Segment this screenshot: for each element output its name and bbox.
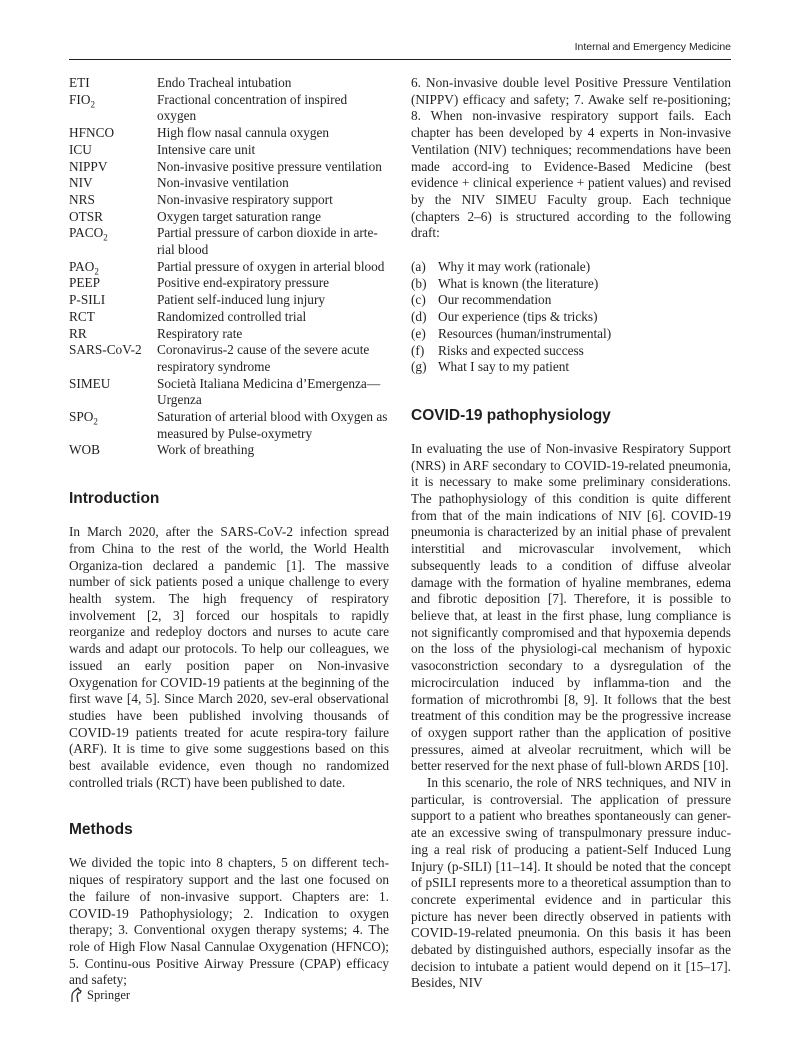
abbreviations-list [69, 75, 389, 459]
right-column [411, 75, 731, 992]
abbreviation-row [69, 342, 389, 375]
abbreviation-term: $SPO_2$ [69, 409, 98, 427]
draft-item-letter: (c) [411, 292, 426, 308]
abbreviation-definition: Non-invasive ventilation [157, 175, 289, 191]
abbreviation-row [69, 92, 389, 125]
abbreviation-row [69, 442, 389, 459]
abbreviation-row [69, 159, 389, 176]
abbreviation-term: $PACO_2$ [69, 225, 108, 243]
abbreviation-term: NIV [69, 175, 93, 191]
abbreviation-definition: Partial pressure of oxygen in arterial blood [157, 258, 385, 274]
draft-item-text: Resources (human/instrumental) [438, 325, 612, 341]
draft-item-text: Our recommendation [438, 292, 552, 308]
abbreviation-definition: Fractional concentration of inspired oxygen [157, 91, 348, 124]
abbreviation-definition: Coronavirus-2 cause of the severe acute respiratory syndrome [157, 342, 370, 374]
abbreviation-definition: Patient self-induced lung injury [157, 292, 326, 308]
introduction-heading: Introduction [69, 490, 160, 508]
abbreviation-definition: Intensive care unit [157, 141, 256, 157]
abbreviation-definition: Società Italiana Medicina d’Emergenza—Urgenza [157, 375, 381, 408]
pathophysiology-heading: COVID-19 pathophysiology [411, 406, 611, 424]
running-head-journal: Internal and Emergency Medicine [574, 41, 731, 53]
draft-list-item [411, 276, 731, 293]
abbreviation-definition: Partial pressure of carbon dioxide in arte-rial blood [157, 225, 378, 258]
abbreviation-definition: Positive end-expiratory pressure [157, 275, 330, 291]
abbreviation-definition: Non-invasive respiratory support [157, 191, 333, 207]
springer-horse-icon [69, 987, 83, 1003]
abbreviation-term: $FIO_2$ [69, 91, 95, 110]
draft-item-text: What is known (the literature) [438, 275, 599, 291]
abbreviation-definition: Randomized controlled trial [157, 308, 307, 324]
abbreviation-row [69, 125, 389, 142]
abbreviation-term: RCT [69, 308, 95, 324]
abbreviation-row [69, 259, 389, 276]
methods-continuation: 6. Non-invasive double level Positive Pressure Ventilation (NIPPV) efficacy and safety; 7. Awake self re-positioning; 8. When non-invasive respiratory support fails. Each chapter has been developed by 4 experts in Non-invasive Ventilation (NIV) techniques; recommendations have been made accord-ing to Evidence-Based Medicine (best evidence + clinical experience + patient values) and revised by the NIV SIMEU Faculty group. Each technique (chapters 2–6) is structured according to the following draft: [411, 75, 731, 241]
draft-list-item [411, 359, 731, 376]
draft-item-text: Risks and expected success [438, 342, 584, 358]
abbreviation-term: NRS [69, 191, 95, 207]
abbreviation-row [69, 309, 389, 326]
abbreviation-term: $PAO_2$ [69, 258, 99, 277]
abbreviation-definition: Work of breathing [157, 442, 255, 458]
abbreviation-row [69, 292, 389, 309]
header-rule [69, 59, 731, 60]
abbreviation-term: P-SILI [69, 292, 106, 308]
abbreviation-row [69, 142, 389, 159]
footer [69, 987, 130, 1003]
draft-list-item [411, 259, 731, 276]
left-column [69, 75, 389, 989]
abbreviation-row [69, 192, 389, 209]
methods-text: We divided the topic into 8 chapters, 5 on different tech-niques of respiratory support and the last one focused on the failure of non-invasive support. Chapters are: 1. COVID-19 Pathophysiology; 2. Indication to oxygen therapy; 3. Conventional oxygen therapy systems; 4. The role of High Flow Nasal Cannulae Oxygenation (HFNCO); 5. Continu-ous Positive Airway Pressure (CPAP) efficacy and safety; [69, 855, 389, 988]
abbreviation-term: ICU [69, 141, 92, 157]
abbreviation-row [69, 326, 389, 343]
draft-list [411, 259, 731, 376]
introduction-text: In March 2020, after the SARS-CoV-2 infection spread from China to the rest of the world, the World Health Organiza-tion declared a pandemic [1]. The massive number of sick patients posed a unique challenge to every health system. The high frequency of respiratory involvement [2, 3] forced our hospitals to rapidly reorganize and redeploy doctors and nurses to acute care wards and adapt our protocols. To help our colleagues, we issued an early position paper on Non-invasive Oxygenation for COVID-19 patients at the beginning of the first wave [4, 5]. Since March 2020, sev-eral observational studies have been published involving thousands of COVID-19 patients treated for acute respira-tory failure (ARF). It is time to give some suggestions based on this best available evidence, even though no randomized controlled trials (RCT) have been published to date. [69, 524, 389, 790]
draft-item-text: What I say to my patient [438, 359, 570, 375]
abbreviation-term: RR [69, 325, 87, 341]
abbreviation-definition: Oxygen target saturation range [157, 208, 322, 224]
abbreviation-term: WOB [69, 442, 101, 458]
pathophysiology-paragraph-1: In evaluating the use of Non-invasive Respiratory Support (NRS) in ARF secondary to COVID-19-related pneumonia, it is necessary to make some preliminary considerations. The pathophysiology of this condition is quite different from that of the main indications of NIV [6]. COVID-19 pneumonia is characterized by an initial phase of prevalent interstitial and microvascular involvement, which subsequently leads to a condition of diffuse alveolar damage with the formation of hyaline membranes, edema and fibrotic deposition [7]. Therefore, it is possible to believe that, at least in the first phase, lung compliance is not significantly compromised and that hypoxemia depends on the loss of the physiologi-cal mechanism of hypoxic vasoconstriction secondary to a dysregulation of the microcirculation induced by inflamma-tion and the formation of microthrombi [8, 9]. It follows that the best treatment of this condition may be the progressive increase of oxygen support rather than the application of positive pressures, aimed at alveolar recruitment, which will be better reserved for the next phase of full-blown ARDS [10]. [411, 440, 731, 774]
abbreviation-term: SARS-CoV-2 [69, 342, 142, 358]
abbreviation-definition: High flow nasal cannula oxygen [157, 125, 330, 141]
draft-list-item [411, 343, 731, 360]
abbreviation-definition: Endo Tracheal intubation [157, 75, 292, 90]
draft-item-letter: (a) [411, 259, 426, 275]
abbreviation-term: NIPPV [69, 158, 108, 174]
abbreviation-term: PEEP [69, 275, 101, 291]
abbreviation-row [69, 75, 389, 92]
abbreviation-definition: Saturation of arterial blood with Oxygen as measured by Pulse-oxymetry [157, 409, 388, 441]
draft-item-letter: (e) [411, 325, 426, 341]
abbreviation-row [69, 175, 389, 192]
draft-item-text: Our experience (tips & tricks) [438, 309, 598, 325]
draft-item-letter: (d) [411, 309, 427, 325]
abbreviation-term: ETI [69, 75, 90, 90]
pathophysiology-paragraph-2: In this scenario, the role of NRS techniques, and NIV in particular, is controversial. The application of pressure support to a patient who breathes spontaneously can gener-ate an excessive swing of transpulmonary pressure induc-ing a real risk of producing a patient-Self Induced Lung Injury (p-SILI) [11–14]. It should be noted that the concept of pSILI represents more to a theoretical assumption than to concrete experimental evidence and in particular this picture has never been directly observed in patients with COVID-19-related pneumonia. On this basis it has been debated by distinguished authors, especially insofar as the decision to intubate a patient would depend on it [15–17]. Besides, NIV [411, 775, 731, 991]
abbreviation-row [69, 275, 389, 292]
abbreviation-term: SIMEU [69, 375, 111, 391]
abbreviation-row [69, 225, 389, 258]
abbreviation-term: HFNCO [69, 125, 115, 141]
abbreviation-row [69, 376, 389, 409]
draft-item-letter: (g) [411, 359, 427, 375]
methods-heading: Methods [69, 821, 133, 839]
abbreviation-definition: Non-invasive positive pressure ventilation [157, 158, 382, 174]
abbreviation-row [69, 409, 389, 442]
publisher-name: Springer [87, 987, 131, 1002]
draft-item-text: Why it may work (rationale) [438, 259, 591, 275]
draft-list-item [411, 309, 731, 326]
abbreviation-row [69, 209, 389, 226]
abbreviation-term: OTSR [69, 208, 103, 224]
abbreviation-definition: Respiratory rate [157, 325, 243, 341]
draft-item-letter: (b) [411, 275, 427, 291]
draft-list-item [411, 326, 731, 343]
draft-item-letter: (f) [411, 342, 425, 358]
draft-list-item [411, 292, 731, 309]
